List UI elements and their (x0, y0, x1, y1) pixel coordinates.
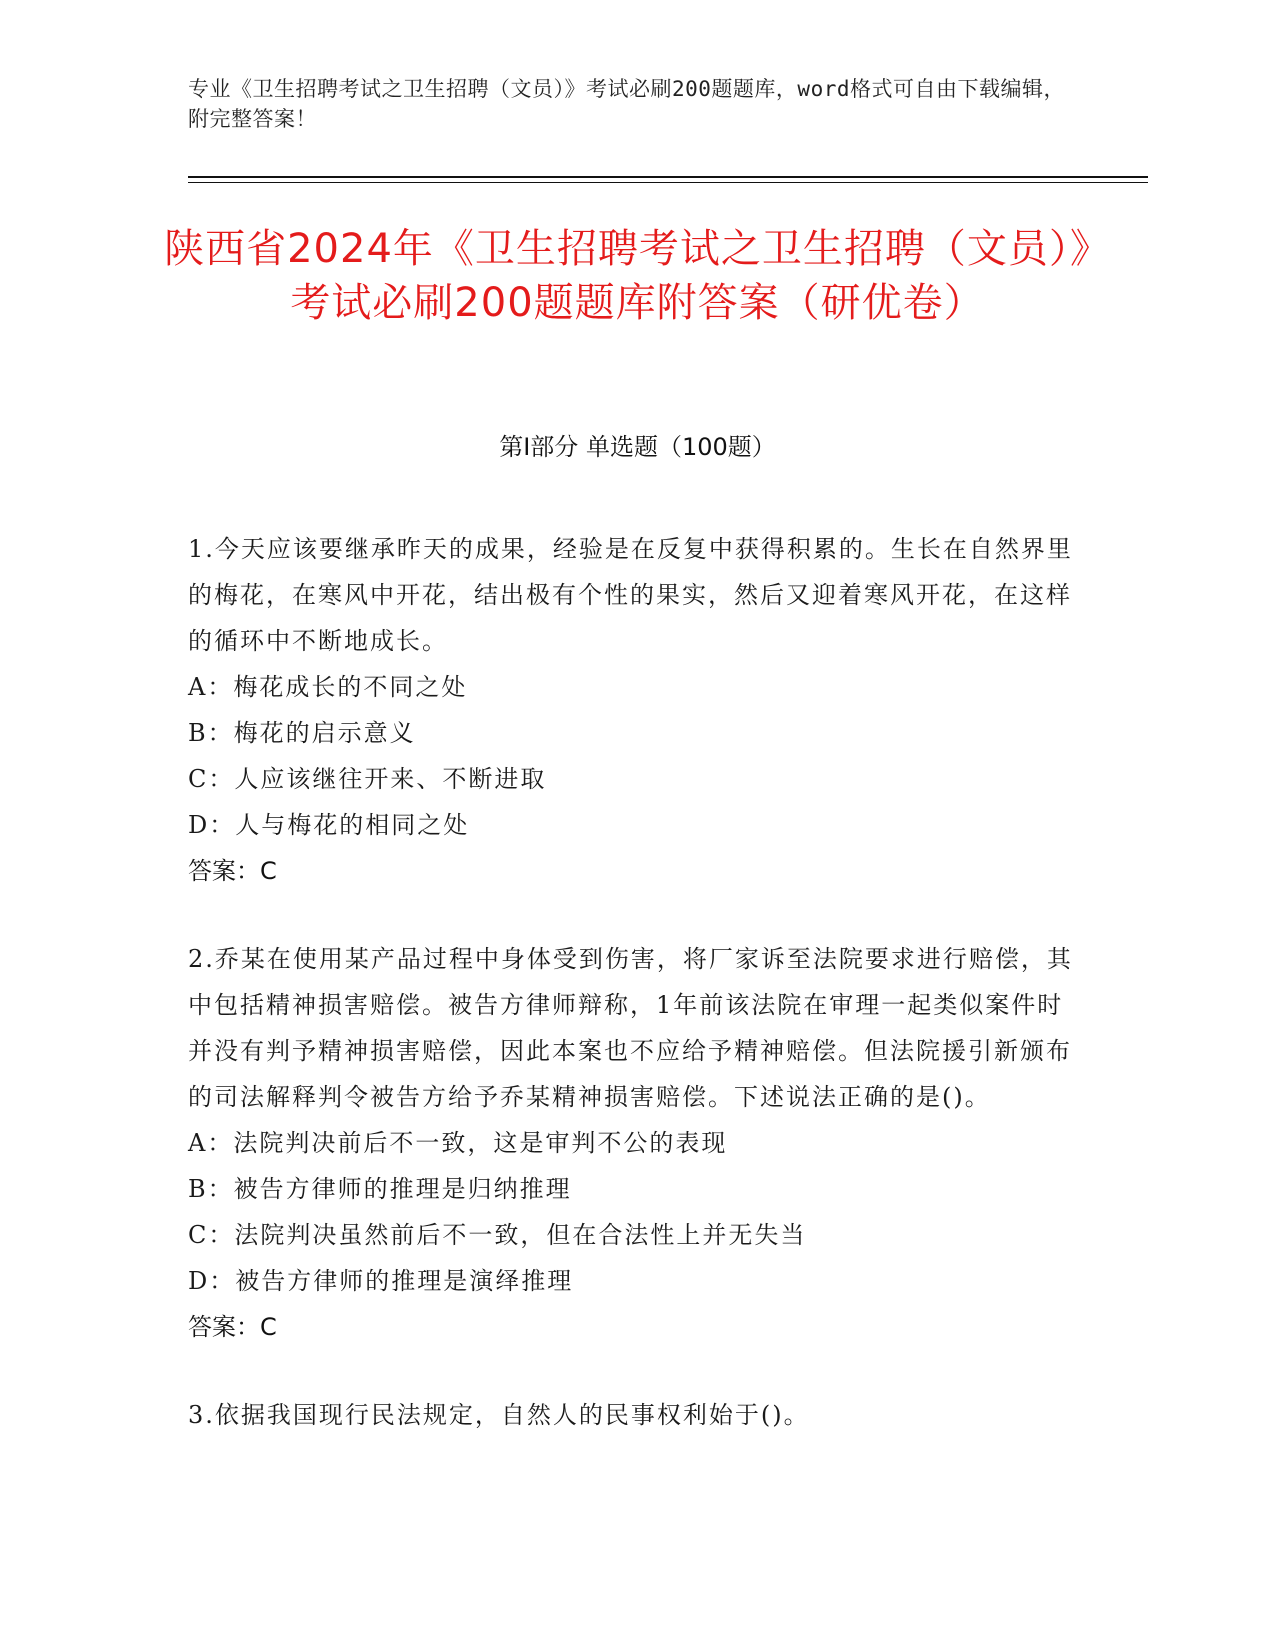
question-stem: 3.依据我国现行民法规定，自然人的民事权利始于()。 (188, 1401, 810, 1429)
section-heading: 第Ⅰ部分 单选题（100题） (499, 433, 776, 461)
option-c: C：人应该继往开来、不断进取 (188, 765, 547, 793)
option-c: C：法院判决虽然前后不一致，但在合法性上并无失当 (188, 1221, 807, 1249)
answer: 答案：C (188, 857, 277, 885)
option-d: D：被告方律师的推理是演绎推理 (188, 1267, 574, 1295)
question-1 (188, 526, 1078, 894)
header-divider (188, 176, 1148, 178)
question-list (188, 526, 1078, 1480)
question-stem: 1.今天应该要继承昨天的成果，经验是在反复中获得积累的。生长在自然界里的梅花，在寒风中开花，结出极有个性的果实，然后又迎着寒风开花，在这样的循环中不断地成长。 (188, 535, 1073, 655)
question-2 (188, 936, 1078, 1350)
option-a: A：法院判决前后不一致，这是审判不公的表现 (188, 1129, 728, 1157)
header-note: 专业《卫生招聘考试之卫生招聘（文员）》考试必刷200题题库，word格式可自由下载编辑，附完整答案！ (188, 77, 1065, 131)
header-divider-thin (188, 182, 1148, 183)
document-title: 陕西省2024年《卫生招聘考试之卫生招聘（文员）》考试必刷200题题库附答案（研优卷） (164, 226, 1111, 326)
option-d: D：人与梅花的相同之处 (188, 811, 470, 839)
question-3 (188, 1392, 1078, 1438)
option-b: B：梅花的启示意义 (188, 719, 416, 747)
option-a: A：梅花成长的不同之处 (188, 673, 468, 701)
answer: 答案：C (188, 1313, 277, 1341)
question-stem: 2.乔某在使用某产品过程中身体受到伤害，将厂家诉至法院要求进行赔偿，其中包括精神损害赔偿。被告方律师辩称，1年前该法院在审理一起类似案件时并没有判予精神损害赔偿，因此本案也不应给予精神赔偿。但法院援引新颁布的司法解释判令被告方给予乔某精神损害赔偿。下述说法正确的是()。 (188, 945, 1073, 1111)
option-b: B：被告方律师的推理是归纳推理 (188, 1175, 572, 1203)
